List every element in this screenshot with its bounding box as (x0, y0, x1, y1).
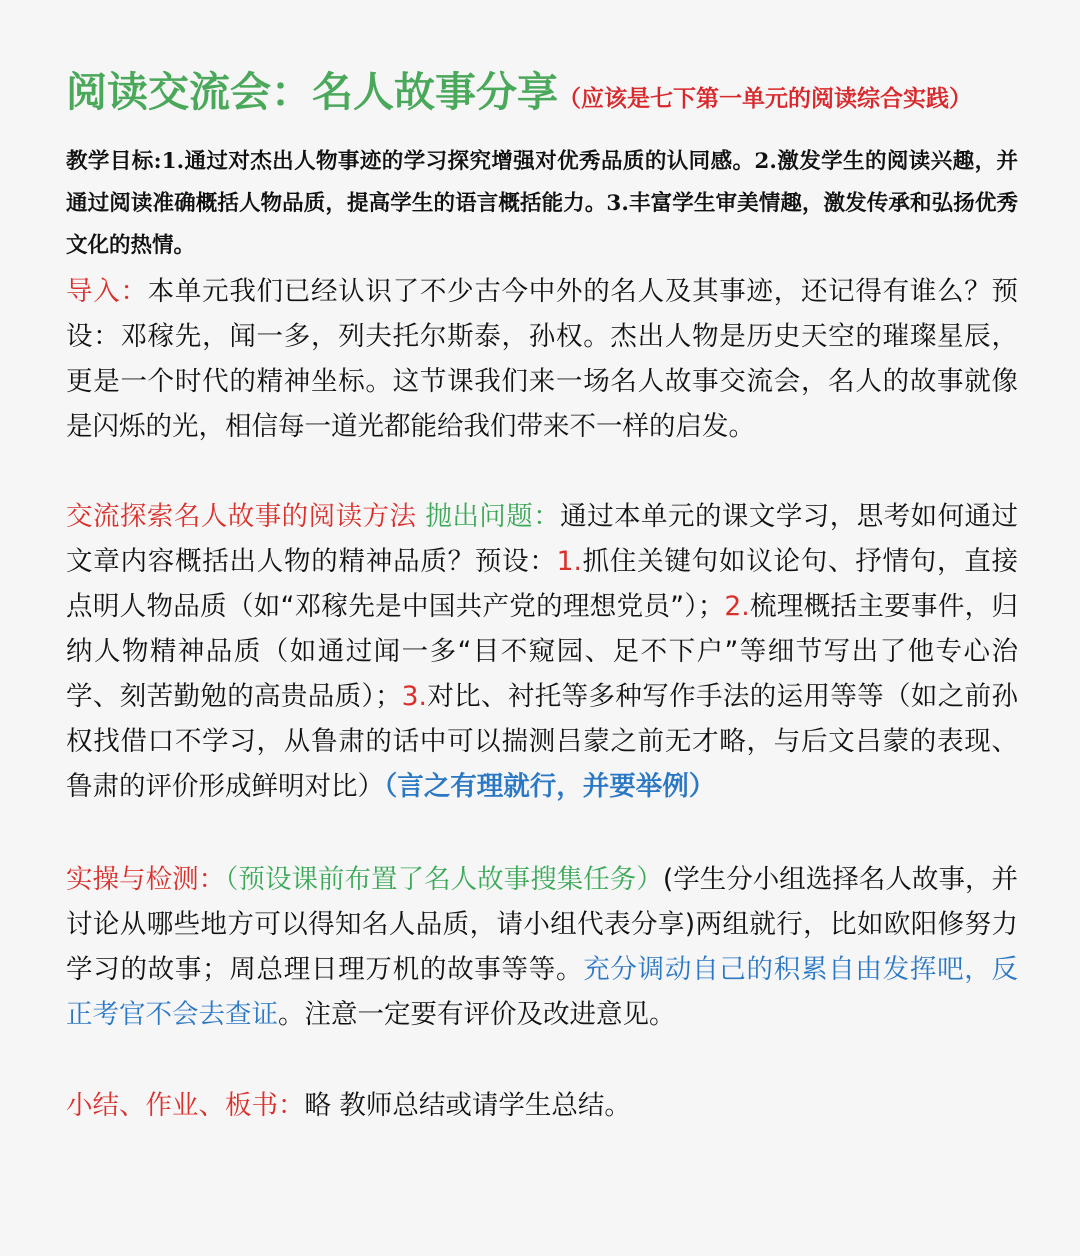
explore-label: 交流探索名人故事的阅读方法 (66, 501, 417, 532)
explore-num-2: 2. (724, 591, 750, 622)
title-text: 阅读交流会：名人故事分享 (66, 68, 558, 116)
summary-text: 略 教师总结或请学生总结。 (304, 1090, 631, 1121)
summary-label: 小结、作业、板书： (66, 1090, 305, 1121)
intro-label: 导入： (66, 276, 148, 307)
explore-sub-label: 抛出问题： (425, 501, 561, 532)
page-title (66, 62, 1018, 129)
practice-label: 实操与检测： (66, 864, 226, 895)
explore-note: （言之有理就行，并要举例） (384, 771, 716, 802)
title-subtitle: （应该是七下第一单元的阅读综合实践） (558, 86, 972, 112)
explore-text-1: 通过本单元的课文学习，思考如何通过文章内容概括出人物的精神品质？预设： (66, 501, 1018, 577)
practice-preset: （预设课前布置了名人故事搜集任务） (225, 864, 663, 895)
section-practice (66, 857, 1018, 1037)
section-explore (66, 494, 1018, 809)
practice-tip: 充分调动自己的积累自由发挥吧，反正考官不会去查证 (66, 954, 1019, 1030)
explore-text-3: 梳理概括主要事件，归纳人物精神品质（如通过闻一多“目不窥园、足不下户”等细节写出了他专心治学、刻苦勤勉的高贵品质）； (66, 591, 1018, 712)
document (66, 62, 1018, 1128)
practice-text-1: (学生分小组选择名人故事，并讨论从哪些地方可以得知名人品质，请小组代表分享)两组就行，比如欧阳修努力学习的故事；周总理日理万机的故事等等。 (66, 864, 1019, 985)
explore-num-3: 3. (401, 681, 427, 712)
section-intro (66, 269, 1018, 449)
practice-text-2: 。注意一定要有评价及改进意见。 (278, 999, 676, 1030)
explore-num-1: 1. (556, 546, 582, 577)
explore-text-2: 抓住关键句如议论句、抒情句，直接点明人物品质（如“邓稼先是中国共产党的理想党员”）； (66, 546, 1019, 622)
intro-text: 本单元我们已经认识了不少古今中外的名人及其事迹，还记得有谁么？预设：邓稼先，闻一多，列夫托尔斯泰，孙权。杰出人物是历史天空的璀璨星辰，更是一个时代的精神坐标。这节课我们来一场名人故事交流会，名人的故事就像是闪烁的光，相信每一道光都能给我们带来不一样的启发。 (66, 276, 1019, 442)
explore-text-4: 对比、衬托等多种写作手法的运用等等（如之前孙权找借口不学习，从鲁肃的话中可以揣测吕蒙之前无才略，与后文吕蒙的表现、鲁肃的评价形成鲜明对比） (66, 681, 1019, 802)
section-summary (66, 1083, 1018, 1128)
teaching-goals: 教学目标:1.通过对杰出人物事迹的学习探究增强对优秀品质的认同感。2.激发学生的阅读兴趣，并通过阅读准确概括人物品质，提高学生的语言概括能力。3.丰富学生审美情趣，激发传承和弘扬优秀文化的热情。 (66, 149, 1018, 258)
